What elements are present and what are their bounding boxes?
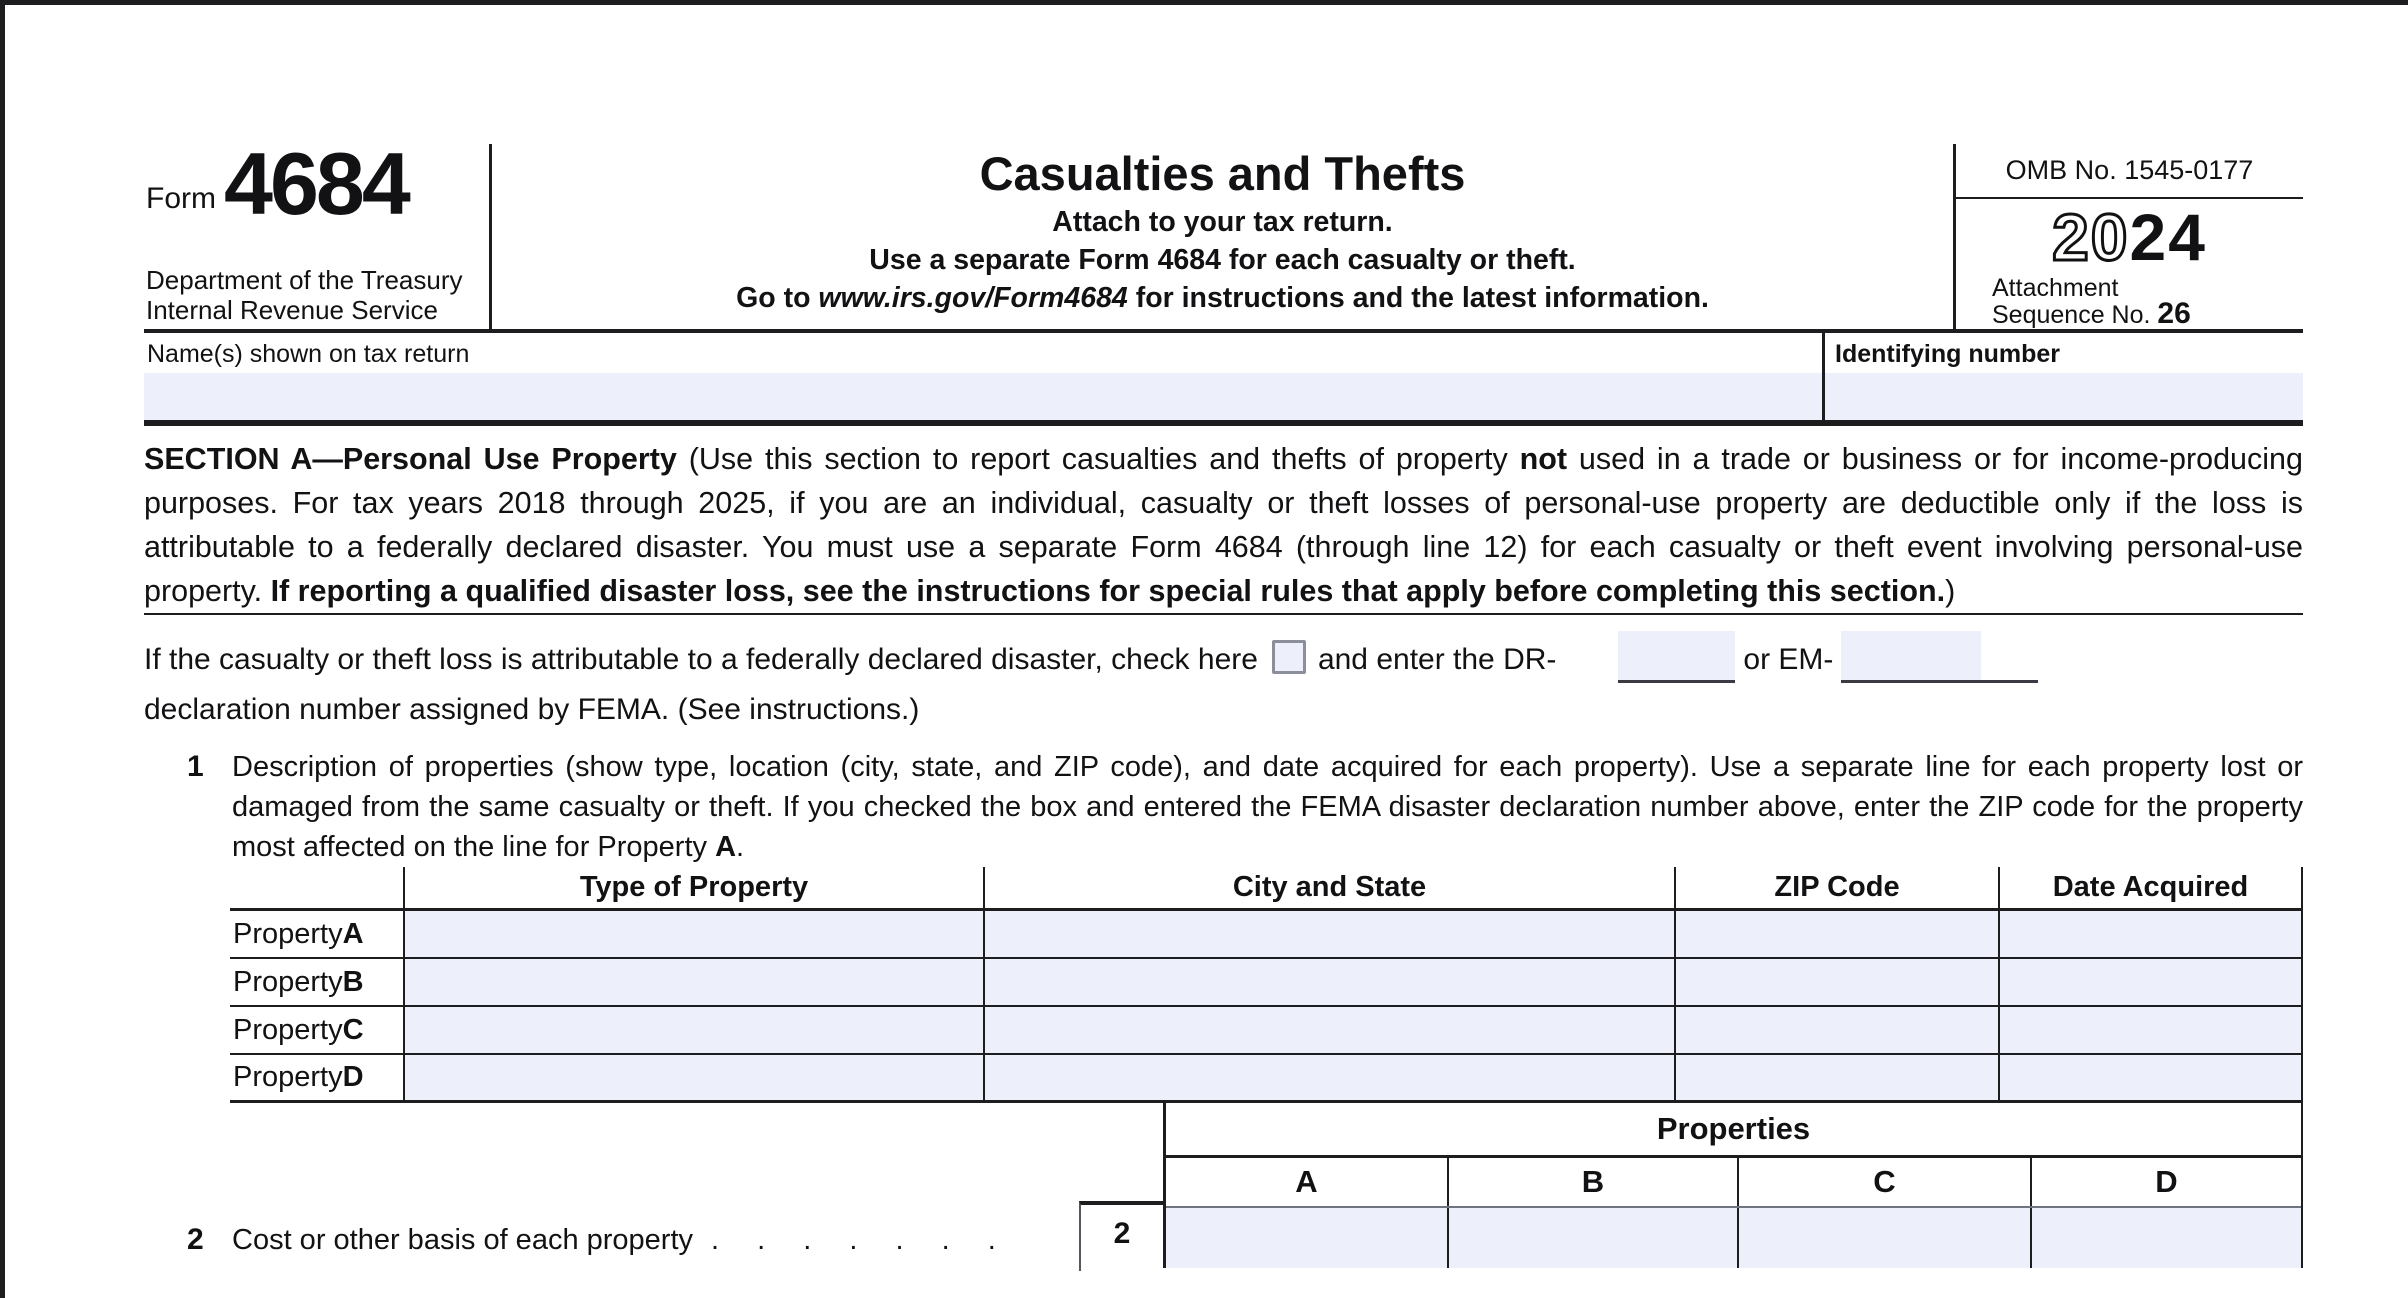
fema-declaration-block xyxy=(144,631,2303,735)
line-2-label: Cost or other basis of each property xyxy=(232,1223,694,1256)
agency-line-1: Department of the Treasury xyxy=(146,265,463,295)
fema-line-2: declaration number assigned by FEMA. (See instructions.) xyxy=(144,693,920,726)
name-cell xyxy=(144,333,1825,420)
dr-number-input[interactable] xyxy=(1618,631,1735,683)
line-2-number-box: 2 xyxy=(1079,1201,1163,1271)
properties-grid xyxy=(1163,1103,2303,1268)
property-b-label: Property B xyxy=(230,959,405,1007)
page-left-border xyxy=(0,0,5,1298)
properties-column-b: B xyxy=(1449,1158,1739,1206)
column-header-zip-code: ZIP Code xyxy=(1676,867,2000,911)
em-number-input[interactable] xyxy=(1841,631,2038,683)
property-d-date-input[interactable] xyxy=(2000,1055,2303,1103)
subtitle-separate-form: Use a separate Form 4684 for each casualty or theft. xyxy=(869,244,1576,276)
form-4684-page xyxy=(144,134,2303,1268)
property-b-type-input[interactable] xyxy=(405,959,985,1007)
subtitle-goto: Go to www.irs.gov/Form4684 for instructions and the latest information. xyxy=(736,282,1709,314)
irs-url: www.irs.gov/Form4684 xyxy=(818,282,1128,314)
form-header xyxy=(144,134,2303,333)
line-2-dot-leader: . . . . . . . xyxy=(711,1223,998,1256)
omb-year-block xyxy=(1956,144,2303,329)
page-title: Casualties and Thefts xyxy=(979,147,1466,200)
form-number: 4684 xyxy=(224,134,408,233)
agency-block xyxy=(146,265,462,325)
properties-grid-title: Properties xyxy=(1166,1103,2301,1158)
tax-year: 2024 xyxy=(2052,200,2207,274)
section-a-intro: SECTION A—Personal Use Property (Use this section to report casualties and thefts of property not used in a trade or business or for income-producing purposes. For tax years 2018 through 2025, if you are an individual, casualty or theft losses of personal-use property are deductible only if the loss is attributable to a federally declared disaster. You must use a separate Form 4684 (through line 12) for each casualty or theft event involving personal-use property. If reporting a qualified disaster loss, see the instructions for special rules that apply before completing this section.) xyxy=(144,426,2303,615)
column-header-city-and-state: City and State xyxy=(985,867,1676,911)
property-c-date-input[interactable] xyxy=(2000,1007,2303,1055)
properties-column-a: A xyxy=(1166,1158,1449,1206)
identity-row xyxy=(144,333,2303,426)
line-2-label-row xyxy=(144,1209,1163,1271)
line-2-input-row xyxy=(1166,1206,2301,1268)
name-label: Name(s) shown on tax return xyxy=(147,340,470,368)
property-d-zip-input[interactable] xyxy=(1676,1055,2000,1103)
property-d-label: Property D xyxy=(230,1055,405,1103)
line-1-number: 1 xyxy=(187,750,204,783)
property-c-city-state-input[interactable] xyxy=(985,1007,1676,1055)
property-description-table xyxy=(230,867,2303,1103)
identifying-number-input[interactable] xyxy=(1825,373,2303,420)
line-items-section xyxy=(144,1103,2303,1268)
property-b-zip-input[interactable] xyxy=(1676,959,2000,1007)
identifying-number-label: Identifying number xyxy=(1835,340,2060,368)
property-a-city-state-input[interactable] xyxy=(985,911,1676,959)
identifying-number-cell xyxy=(1825,333,2303,420)
line-2-number: 2 xyxy=(187,1223,204,1256)
column-header-date-acquired: Date Acquired xyxy=(2000,867,2303,911)
line-1-text: Description of properties (show type, location (city, state, and ZIP code), and date acquired for each property). Use a separate line for each property lost or damaged from the same casualty or theft. If you checked the box and entered the FEMA disaster declaration number above, enter the ZIP code for the property most affected on the line for Property A. xyxy=(232,751,2303,863)
properties-grid-column-headers xyxy=(1166,1158,2301,1206)
property-a-date-input[interactable] xyxy=(2000,911,2303,959)
property-b-date-input[interactable] xyxy=(2000,959,2303,1007)
property-b-city-state-input[interactable] xyxy=(985,959,1676,1007)
property-c-zip-input[interactable] xyxy=(1676,1007,2000,1055)
property-a-zip-input[interactable] xyxy=(1676,911,2000,959)
property-a-type-input[interactable] xyxy=(405,911,985,959)
form-number-line xyxy=(144,134,489,233)
line-2-input-a[interactable] xyxy=(1166,1208,1449,1268)
line-2-input-c[interactable] xyxy=(1739,1208,2032,1268)
name-input[interactable] xyxy=(144,373,1822,420)
attachment-sequence-number: 26 xyxy=(2157,297,2191,330)
form-number-block xyxy=(144,134,492,329)
property-a-label: Property A xyxy=(230,911,405,959)
property-c-type-input[interactable] xyxy=(405,1007,985,1055)
attachment-sequence: Attachment Sequence No. 26 xyxy=(1992,274,2191,330)
fema-line-1: If the casualty or theft loss is attributable to a federally declared disaster, check here and enter the DR- or EM- xyxy=(144,631,2303,685)
form-word-label: Form xyxy=(146,182,216,215)
properties-column-d: D xyxy=(2155,1164,2178,1199)
title-block xyxy=(492,144,1956,329)
property-d-city-state-input[interactable] xyxy=(985,1055,1676,1103)
property-c-label: Property C xyxy=(230,1007,405,1055)
page-top-border xyxy=(0,0,2408,5)
line-2-input-d[interactable] xyxy=(2032,1208,2301,1268)
section-a-heading: SECTION A—Personal Use Property xyxy=(144,442,677,476)
line-2-input-b[interactable] xyxy=(1449,1208,1739,1268)
subtitle-attach: Attach to your tax return. xyxy=(1052,206,1393,238)
property-table-corner-cell xyxy=(230,867,405,911)
omb-number: OMB No. 1545-0177 xyxy=(1956,144,2303,199)
column-header-type-of-property: Type of Property xyxy=(405,867,985,911)
property-d-type-input[interactable] xyxy=(405,1055,985,1103)
properties-column-c: C xyxy=(1739,1158,2032,1206)
line-1 xyxy=(144,747,2303,867)
fema-disaster-checkbox[interactable] xyxy=(1272,640,1306,674)
agency-line-2: Internal Revenue Service xyxy=(146,295,438,325)
